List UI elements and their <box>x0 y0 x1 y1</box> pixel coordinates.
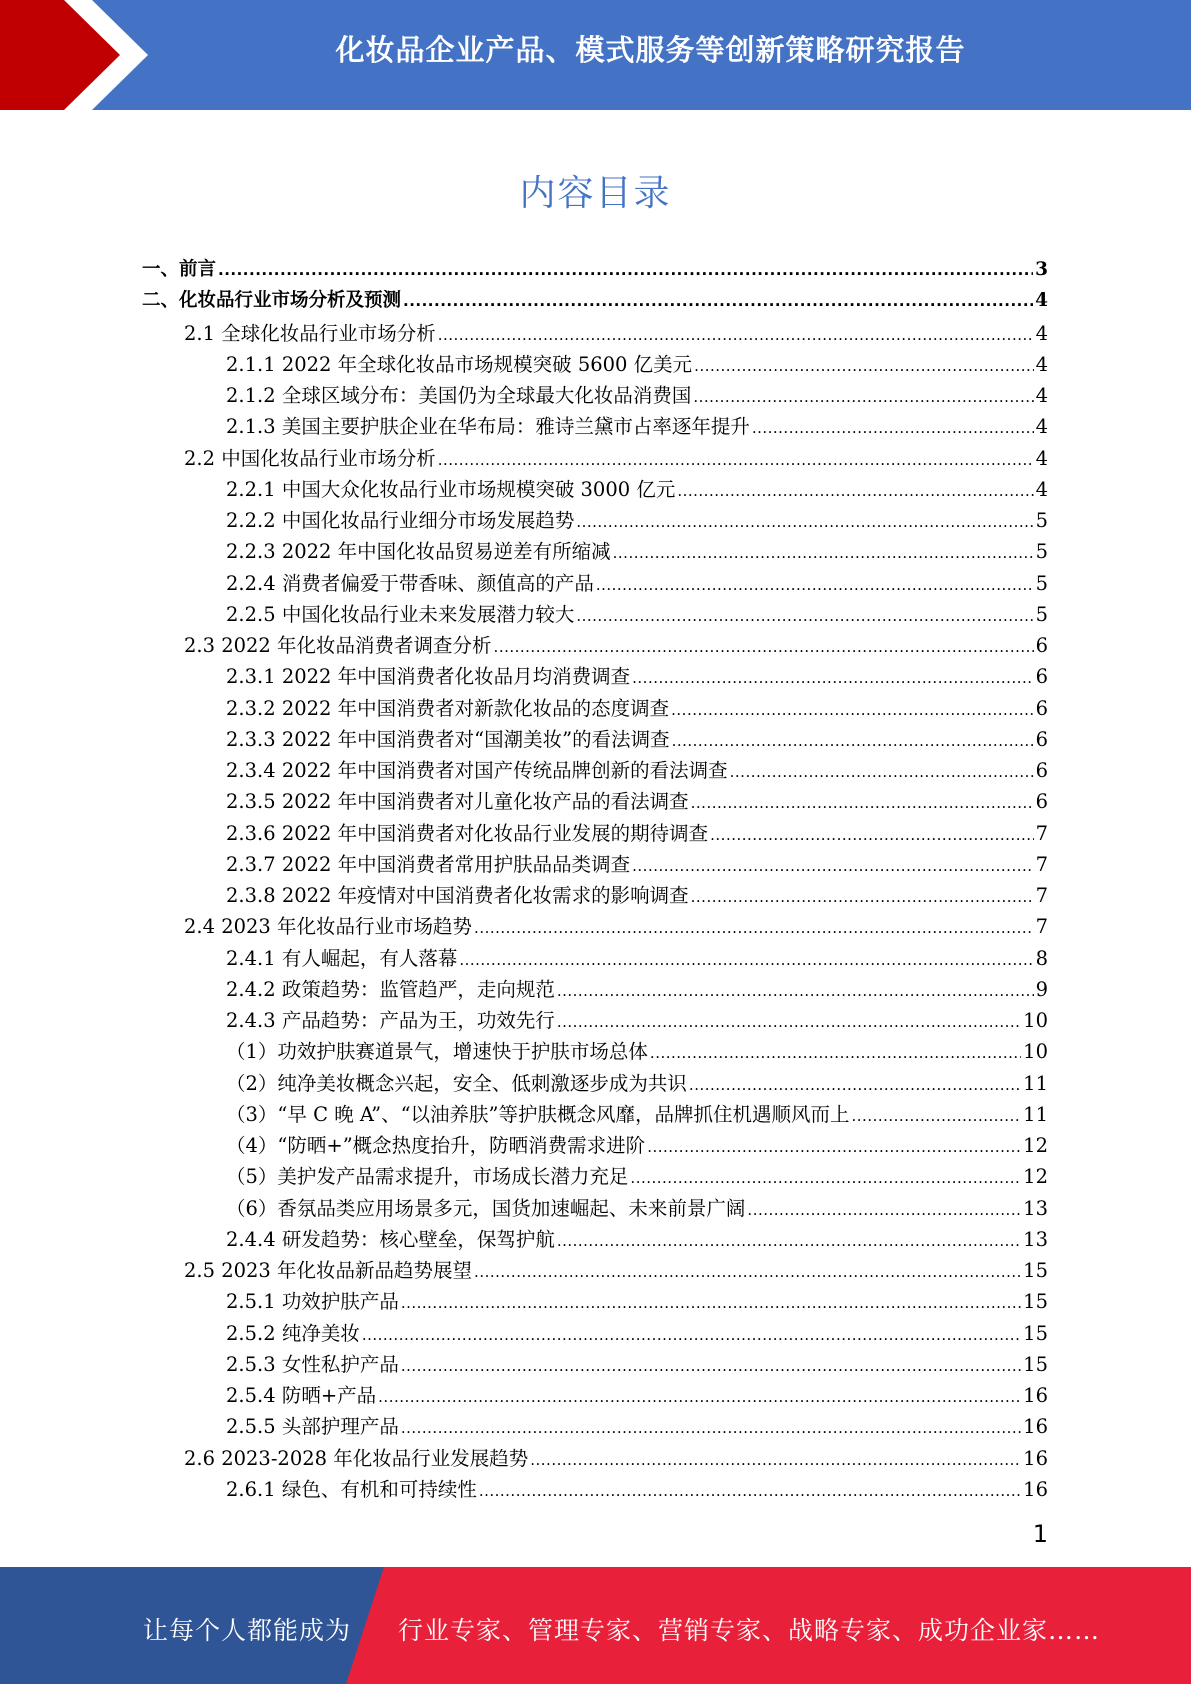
toc-entry-title: 2.6 2023-2028 年化妆品行业发展趋势 <box>184 1446 529 1470</box>
toc-dot-leader <box>694 357 1033 375</box>
toc-dot-leader <box>650 1044 1021 1062</box>
toc-entry-page: 13 <box>1023 1227 1048 1251</box>
toc-dot-leader <box>613 544 1034 562</box>
toc-entry-page: 16 <box>1023 1415 1048 1439</box>
toc-entry[interactable] <box>142 974 1048 1005</box>
toc-entry-title: 2.3.3 2022 年中国消费者对“国潮美妆”的看法调查 <box>226 727 670 751</box>
toc-entry-title: （5）美护发产品需求提升，市场成长潜力充足 <box>226 1165 629 1189</box>
toc-entry[interactable] <box>142 1443 1048 1474</box>
toc-dot-leader <box>362 1326 1021 1344</box>
toc-entry[interactable] <box>142 1411 1048 1442</box>
toc-entry[interactable] <box>142 349 1048 380</box>
toc-dot-leader <box>459 951 1033 969</box>
toc-entry-title: 2.3.1 2022 年中国消费者化妆品月均消费调查 <box>226 665 631 689</box>
table-of-contents <box>142 255 1048 1505</box>
toc-dot-leader <box>596 576 1034 594</box>
toc-entry-title: 2.2 中国化妆品行业市场分析 <box>184 446 436 470</box>
toc-dot-leader <box>378 1388 1021 1406</box>
toc-entry-page: 13 <box>1023 1196 1048 1220</box>
toc-entry-page: 6 <box>1035 759 1048 782</box>
toc-entry-title: 2.2.4 消费者偏爱于带香味、颜值高的产品 <box>226 571 594 595</box>
toc-dot-leader <box>752 419 1034 437</box>
toc-dot-leader <box>438 451 1034 469</box>
toc-dot-leader <box>438 326 1034 344</box>
toc-dot-leader <box>557 1013 1021 1031</box>
toc-entry[interactable] <box>142 380 1048 411</box>
toc-entry[interactable] <box>142 443 1048 474</box>
toc-dot-leader <box>474 919 1034 937</box>
toc-dot-leader <box>672 732 1034 750</box>
toc-entry-page: 15 <box>1023 1259 1048 1282</box>
footer-slogan-left: 让每个人都能成为 <box>143 1616 352 1645</box>
toc-dot-leader <box>632 857 1033 875</box>
toc-entry[interactable] <box>142 661 1048 692</box>
toc-entry[interactable] <box>142 1318 1048 1349</box>
toc-entry-page: 8 <box>1035 946 1048 970</box>
toc-dot-leader <box>691 888 1034 906</box>
toc-entry-title: （4）“防晒+”概念热度抬升，防晒消费需求进阶 <box>226 1134 646 1157</box>
toc-entry[interactable] <box>142 1255 1048 1286</box>
toc-entry-page: 5 <box>1035 509 1048 532</box>
toc-entry[interactable] <box>142 1036 1048 1067</box>
toc-dot-leader <box>647 1138 1021 1156</box>
toc-entry-page: 12 <box>1023 1165 1048 1189</box>
toc-dot-leader <box>671 701 1033 719</box>
toc-entry[interactable] <box>142 630 1048 661</box>
toc-dot-leader <box>710 826 1033 844</box>
toc-entry-page: 10 <box>1023 1040 1048 1064</box>
toc-dot-leader <box>576 607 1033 625</box>
toc-entry-title: 2.3.2 2022 年中国消费者对新款化妆品的态度调查 <box>226 696 670 720</box>
toc-entry-title: 2.6.1 绿色、有机和可持续性 <box>226 1477 477 1501</box>
toc-entry-page: 7 <box>1035 915 1048 939</box>
footer-banner <box>0 1567 1191 1684</box>
toc-entry-title: 2.3.5 2022 年中国消费者对儿童化妆产品的看法调查 <box>226 790 689 814</box>
toc-entry-title: 2.1.2 全球区域分布：美国仍为全球最大化妆品消费国 <box>226 384 692 407</box>
toc-dot-leader <box>530 1451 1021 1469</box>
toc-entry-page: 15 <box>1023 1352 1048 1376</box>
toc-dot-leader <box>479 1482 1021 1500</box>
toc-dot-leader <box>630 1169 1021 1187</box>
toc-entry-title: 2.1 全球化妆品行业市场分析 <box>184 321 436 345</box>
toc-entry-title: 2.2.3 2022 年中国化妆品贸易逆差有所缩减 <box>226 540 611 564</box>
toc-entry-page: 4 <box>1035 477 1048 501</box>
toc-entry-page: 6 <box>1035 790 1048 814</box>
toc-entry-page: 4 <box>1035 384 1048 407</box>
toc-entry-page: 7 <box>1035 821 1048 845</box>
toc-entry[interactable] <box>142 599 1048 630</box>
footer-slogan-right: 行业专家、管理专家、营销专家、战略专家、成功企业家…… <box>398 1616 1101 1645</box>
toc-entry-page: 7 <box>1035 852 1048 876</box>
toc-dot-leader <box>693 388 1033 406</box>
toc-entry-page: 4 <box>1035 415 1048 439</box>
toc-entry-page: 4 <box>1035 290 1048 312</box>
toc-entry-page: 3 <box>1035 259 1048 280</box>
toc-entry-title: （6）香氛品类应用场景多元，国货加速崛起、未来前景广阔 <box>226 1196 746 1220</box>
toc-dot-leader <box>747 1201 1021 1219</box>
toc-entry-page: 6 <box>1035 727 1048 751</box>
toc-entry[interactable] <box>142 755 1048 786</box>
toc-entry-title: 2.5.5 头部护理产品 <box>226 1415 399 1439</box>
toc-entry[interactable] <box>142 911 1048 942</box>
toc-entry-title: 2.2.1 中国大众化妆品行业市场规模突破 3000 亿元 <box>226 477 676 501</box>
header-banner <box>0 0 1191 110</box>
toc-entry[interactable] <box>142 849 1048 880</box>
toc-entry-page: 5 <box>1035 540 1048 564</box>
toc-entry-title: （2）纯净美妆概念兴起，安全、低刺激逐步成为共识 <box>226 1071 687 1095</box>
toc-entry-title: 2.5.3 女性私护产品 <box>226 1352 399 1376</box>
toc-entry[interactable] <box>142 724 1048 755</box>
toc-entry-title: 2.3.8 2022 年疫情对中国消费者化妆需求的影响调查 <box>226 884 689 907</box>
toc-entry-page: 15 <box>1023 1290 1048 1314</box>
toc-entry-page: 16 <box>1023 1384 1048 1407</box>
toc-entry[interactable] <box>142 818 1048 849</box>
toc-entry-title: 2.5 2023 年化妆品新品趋势展望 <box>184 1259 473 1282</box>
toc-entry-page: 10 <box>1023 1009 1048 1032</box>
toc-entry-page: 16 <box>1023 1446 1048 1470</box>
toc-entry-title: 2.3 2022 年化妆品消费者调查分析 <box>184 634 492 657</box>
toc-dot-leader <box>401 1357 1021 1375</box>
toc-entry-title: 2.5.1 功效护肤产品 <box>226 1290 399 1314</box>
toc-entry-page: 4 <box>1035 446 1048 470</box>
toc-entry-title: 2.3.7 2022 年中国消费者常用护肤品品类调查 <box>226 852 631 876</box>
toc-dot-leader <box>557 1232 1021 1250</box>
toc-entry[interactable] <box>142 255 1048 286</box>
toc-entry-title: 2.5.4 防晒+产品 <box>226 1384 377 1407</box>
toc-entry[interactable] <box>142 536 1048 567</box>
toc-entry-page: 11 <box>1023 1102 1048 1126</box>
toc-dot-leader <box>852 1107 1022 1125</box>
toc-entry-page: 11 <box>1023 1071 1048 1095</box>
toc-entry-title: （3）“早 C 晚 A”、“以油养肤”等护肤概念风靡，品牌抓住机遇顺风而上 <box>226 1102 850 1126</box>
toc-entry-title: 2.1.1 2022 年全球化妆品市场规模突破 5600 亿美元 <box>226 352 693 376</box>
toc-dot-leader <box>689 1076 1021 1094</box>
toc-entry[interactable] <box>142 286 1048 317</box>
toc-entry-title: （1）功效护肤赛道景气，增速快于护肤市场总体 <box>226 1040 648 1064</box>
toc-entry[interactable] <box>142 474 1048 505</box>
toc-dot-leader <box>474 1263 1021 1281</box>
toc-entry-page: 5 <box>1035 602 1048 626</box>
toc-entry[interactable] <box>142 411 1048 442</box>
toc-entry[interactable] <box>142 1193 1048 1224</box>
toc-entry[interactable] <box>142 505 1048 536</box>
toc-entry[interactable] <box>142 568 1048 599</box>
toc-entry[interactable] <box>142 1380 1048 1411</box>
toc-entry-title: 2.4.2 政策趋势：监管趋严，走向规范 <box>226 977 555 1001</box>
toc-entry[interactable] <box>142 693 1048 724</box>
toc-entry[interactable] <box>142 1099 1048 1130</box>
toc-dot-leader <box>218 261 1033 279</box>
toc-entry-page: 6 <box>1035 696 1048 720</box>
toc-dot-leader <box>401 1419 1021 1437</box>
toc-entry-page: 6 <box>1035 634 1048 657</box>
report-title: 化妆品企业产品、模式服务等创新策略研究报告 <box>335 33 966 67</box>
toc-dot-leader <box>576 513 1033 531</box>
toc-entry-page: 4 <box>1035 352 1048 376</box>
toc-dot-leader <box>677 482 1033 500</box>
toc-dot-leader <box>632 669 1033 687</box>
toc-entry-page: 9 <box>1035 977 1048 1001</box>
toc-entry-title: 2.4.4 研发趋势：核心壁垒，保驾护航 <box>226 1227 555 1251</box>
toc-dot-leader <box>401 1294 1021 1312</box>
toc-entry[interactable] <box>142 1286 1048 1317</box>
toc-entry-page: 16 <box>1023 1477 1048 1501</box>
toc-title: 内容目录 <box>519 173 672 214</box>
toc-entry-title: 2.5.2 纯净美妆 <box>226 1321 360 1345</box>
toc-entry-page: 4 <box>1035 321 1048 345</box>
toc-dot-leader <box>730 763 1034 781</box>
toc-entry-title: 2.4 2023 年化妆品行业市场趋势 <box>184 915 473 939</box>
toc-entry[interactable] <box>142 1349 1048 1380</box>
toc-entry-title: 2.2.2 中国化妆品行业细分市场发展趋势 <box>226 509 575 532</box>
toc-dot-leader <box>691 794 1034 812</box>
toc-entry-page: 7 <box>1035 884 1048 907</box>
toc-entry[interactable] <box>142 1130 1048 1161</box>
toc-entry-title: 2.3.4 2022 年中国消费者对国产传统品牌创新的看法调查 <box>226 759 728 782</box>
page-number: 1 <box>1032 1520 1048 1548</box>
toc-entry[interactable] <box>142 943 1048 974</box>
toc-entry[interactable] <box>142 1068 1048 1099</box>
toc-entry[interactable] <box>142 1224 1048 1255</box>
toc-entry[interactable] <box>142 1161 1048 1192</box>
toc-entry[interactable] <box>142 1474 1048 1505</box>
toc-entry[interactable] <box>142 318 1048 349</box>
toc-entry-title: 2.2.5 中国化妆品行业未来发展潜力较大 <box>226 602 575 626</box>
toc-entry-title: 2.4.3 产品趋势：产品为王，功效先行 <box>226 1009 555 1032</box>
toc-entry-page: 6 <box>1035 665 1048 689</box>
toc-entry-page: 15 <box>1023 1321 1048 1345</box>
toc-entry-title: 二、化妆品行业市场分析及预测 <box>142 290 402 312</box>
toc-entry-page: 5 <box>1035 571 1048 595</box>
toc-entry[interactable] <box>142 1005 1048 1036</box>
toc-entry-title: 2.3.6 2022 年中国消费者对化妆品行业发展的期待调查 <box>226 821 709 845</box>
toc-dot-leader <box>403 292 1033 310</box>
toc-entry[interactable] <box>142 786 1048 817</box>
toc-dot-leader <box>557 982 1034 1000</box>
toc-entry-title: 一、前言 <box>142 259 217 280</box>
toc-entry-title: 2.1.3 美国主要护肤企业在华布局：雅诗兰黛市占率逐年提升 <box>226 415 750 439</box>
toc-entry[interactable] <box>142 880 1048 911</box>
toc-entry-page: 12 <box>1023 1134 1048 1157</box>
toc-dot-leader <box>494 638 1034 656</box>
toc-entry-title: 2.4.1 有人崛起，有人落幕 <box>226 946 458 970</box>
